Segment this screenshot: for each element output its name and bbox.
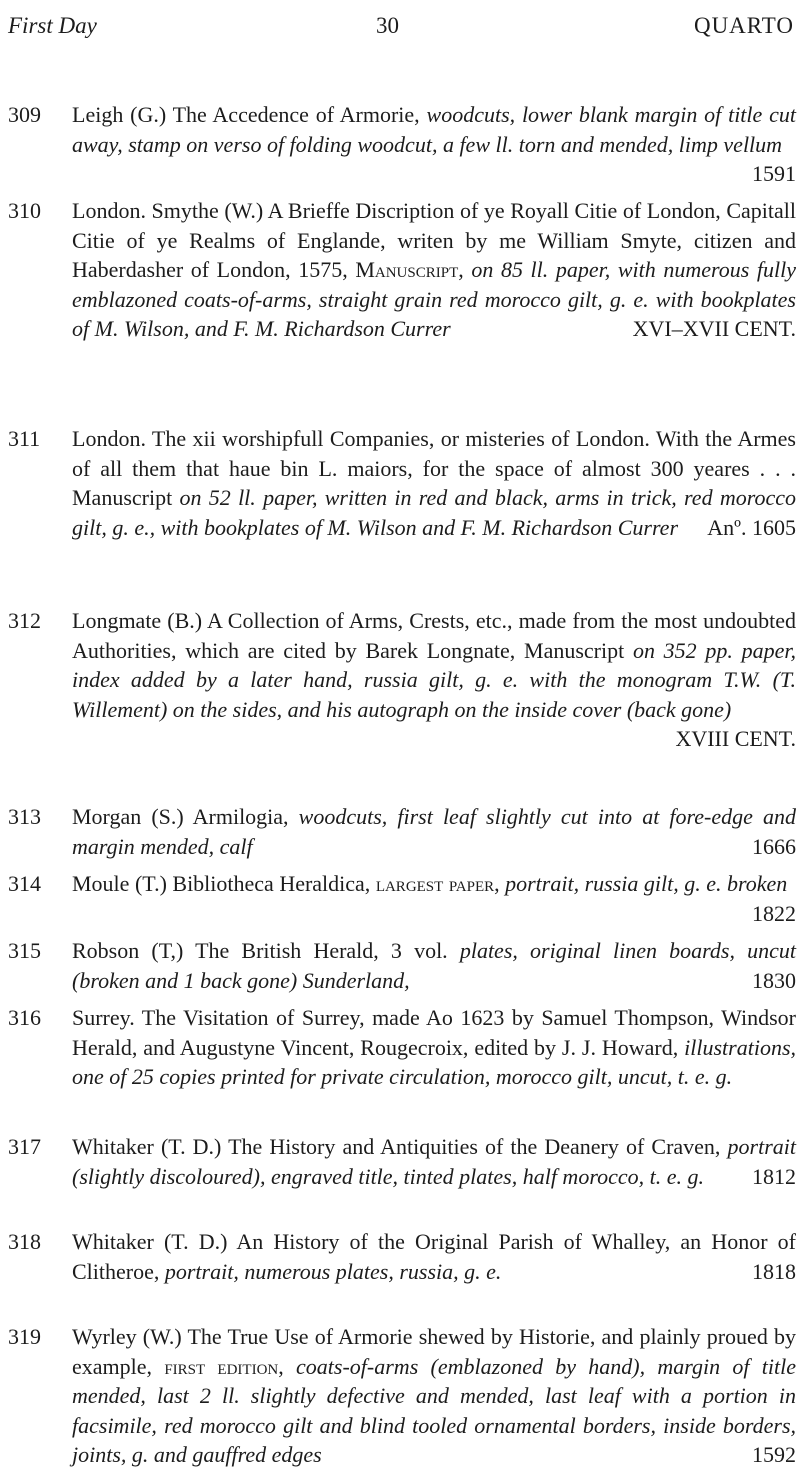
lot-number: 318 — [8, 1229, 41, 1254]
lot-number: 310 — [8, 198, 41, 223]
entry-description — [72, 1227, 796, 1286]
entry-date: 1592 — [752, 1442, 796, 1467]
entry-title: Morgan (S.) Armilogia, — [72, 804, 289, 829]
entry-details: illustrations, one of 25 copies printed for private circulation, morocco gilt, uncut, t. e. g. — [72, 1034, 797, 1089]
entry-date: XVI–XVII CENT. — [632, 316, 796, 341]
entry-description — [72, 869, 796, 928]
entry-title: Surrey. The Visitation of Surrey, made Ao 1623 by Samuel Thompson, Windsor Herald, and Augustyne Vincent, Rougecroix, edited by J. J. Howard, — [72, 1005, 796, 1060]
entry-details: portrait (slightly discoloured), engraved title, tinted plates, half morocco, t. e. g. — [72, 1134, 797, 1189]
entry-date: 1822 — [752, 900, 796, 926]
entry-description — [72, 100, 796, 189]
entry-details: portrait, russia gilt, g. e. broken — [505, 871, 788, 896]
entry-title: London. Smythe (W.) A Brieffe Discription of ye Royall Citie of London, Capitall Citie of ye Realms of Englande, writen by me William Smyte, citizen and Haberdasher of London, 1575, — [72, 198, 796, 282]
lot-number: 309 — [8, 102, 41, 127]
entry-date: 1666 — [752, 833, 796, 859]
entry-format: first edition, — [164, 1353, 284, 1379]
entry-description — [72, 1132, 796, 1191]
entry-details: on 52 ll. paper, written in red and black, arms in trick, red morocco gilt, g. e., with bookplates of M. Wilson and F. M. Richardson Currer — [72, 485, 797, 540]
entry-description — [72, 1003, 796, 1092]
entry-details: plates, original linen boards, uncut (broken and 1 back gone) Sunderland, — [72, 938, 796, 993]
entry-description — [72, 936, 796, 995]
entry-date: XVIII CENT. — [675, 726, 796, 751]
entry-description — [72, 424, 796, 542]
entry-date: 1591 — [752, 161, 796, 186]
lot-number: 312 — [8, 608, 41, 633]
entry-format: largest paper, — [375, 871, 500, 896]
entry-title: Robson (T,) The British Herald, 3 vol. — [72, 938, 448, 963]
entry-description — [72, 1322, 796, 1470]
lot-number: 319 — [8, 1324, 41, 1349]
entry-title: Whitaker (T. D.) The History and Antiquities of the Deanery of Craven, — [72, 1134, 721, 1159]
lot-number: 317 — [8, 1134, 41, 1159]
entry-details: coats-of-arms (emblazoned by hand), margin of title mended, last 2 ll. slightly defective and mended, last leaf with a portion in facsimile, red morocco gilt and blind tooled ornamental borders, inside borders, joints, g. and gauffred edges — [72, 1353, 797, 1467]
entry-date: 1830 — [752, 967, 796, 993]
entry-date: Anº. 1605 — [707, 514, 796, 540]
entry-description — [72, 802, 796, 861]
header-format: QUARTO — [693, 13, 794, 38]
entry-details: on 85 ll. paper, with numerous fully emblazoned coats-of-arms, straight grain red morocco gilt, g. e. with bookplates of M. Wilson, and F. M. Richardson Currer — [72, 257, 797, 341]
entry-date: 1812 — [752, 1163, 796, 1189]
entry-title: Longmate (B.) A Collection of Arms, Crests, etc., made from the most undoubted Authorities, which are cited by Barek Longnate, Manuscript — [72, 608, 796, 663]
entry-title: London. The xii worshipfull Companies, or misteries of London. With the Armes of all them that haue bin L. maiors, for the space of almost 300 yeares . . . Manuscript — [72, 426, 796, 510]
entry-title: Leigh (G.) The Accedence of Armorie, — [72, 102, 420, 127]
entry-title: Moule (T.) Bibliotheca Heraldica, — [72, 871, 371, 896]
entry-title: Wyrley (W.) The True Use of Armorie shewed by Historie, and plainly proued by example, — [72, 1324, 796, 1379]
entry-details: on 352 pp. paper, index added by a later hand, russia gilt, g. e. with the monogram T.W. (T. Willement) on the sides, and his autograph on the inside cover (back gone) — [72, 637, 797, 722]
entry-description — [72, 196, 796, 344]
entry-details: portrait, numerous plates, russia, g. e. — [164, 1258, 502, 1284]
entry-details: woodcuts, first leaf slightly cut into at fore-edge and margin mended, calf — [72, 804, 797, 859]
lot-number: 315 — [8, 938, 41, 963]
running-header — [8, 6, 794, 46]
entry-format: Manuscript, — [355, 257, 464, 282]
lot-number: 314 — [8, 871, 41, 896]
entry-description — [72, 606, 796, 754]
entry-date: 1818 — [752, 1258, 796, 1284]
entry-title: Whitaker (T. D.) An History of the Original Parish of Whalley, an Honor of Clitheroe, — [72, 1229, 796, 1284]
entry-details: woodcuts, lower blank margin of title cut away, stamp on verso of folding woodcut, a few ll. torn and mended, limp vellum — [72, 102, 796, 157]
page-number: 30 — [376, 13, 399, 38]
lot-number: 316 — [8, 1005, 41, 1030]
lot-number: 313 — [8, 804, 41, 829]
header-day: First Day — [8, 13, 97, 38]
lot-number: 311 — [8, 426, 41, 451]
